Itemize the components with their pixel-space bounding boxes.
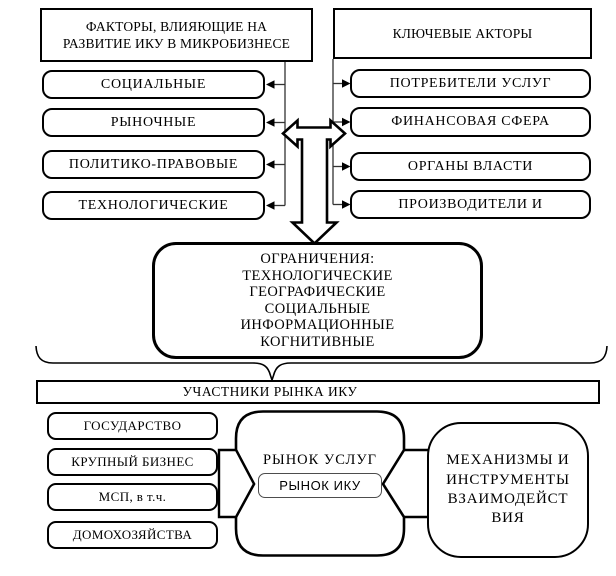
mechanisms-line-4: ВИЯ [491,510,525,527]
limitations-line-informational: ИНФОРМАЦИОННЫЕ [240,317,395,333]
factor-branch-lines [273,85,285,206]
mechanisms-line-3: ВЗАИМОДЕЙСТ [447,491,569,507]
mechanisms-line-2: ИНСТРУМЕНТЫ [446,471,570,488]
factor-arrowheads [266,80,275,209]
factor-item-social: СОЦИАЛЬНЫЕ [42,70,265,99]
limitations-line-cognitive: КОГНИТИВНЫЕ [260,333,375,350]
factors-title-line2: РАЗВИТИЕ ИКУ В МИКРОБИЗНЕСЕ [62,36,291,51]
limitations-line-geographical: ГЕОГРАФИЧЕСКИЕ [249,284,386,300]
participant-item-sme: МСП, в т.ч. [47,483,218,511]
actor-item-producers: ПРОИЗВОДИТЕЛИ И [350,190,591,219]
mechanisms-line-1: МЕХАНИЗМЫ И [446,452,570,469]
factors-title-line1: ФАКТОРЫ, ВЛИЯЮЩИЕ НА [85,19,268,34]
limitations-box [152,242,483,359]
participant-item-big-business: КРУПНЫЙ БИЗНЕС [47,448,218,476]
actor-item-consumers: ПОТРЕБИТЕЛИ УСЛУГ [350,69,591,98]
factor-item-political-legal: ПОЛИТИКО-ПРАВОВЫЕ [42,150,265,179]
participant-item-households: ДОМОХОЗЯЙСТВА [47,521,218,549]
factor-item-market: РЫНОЧНЫЕ [42,108,265,137]
factors-title-box [40,8,313,62]
services-market-label: РЫНОК УСЛУГ [262,451,377,468]
participant-item-state: ГОСУДАРСТВО [47,412,218,440]
factor-item-technological: ТЕХНОЛОГИЧЕСКИЕ [42,191,265,220]
limitations-line-technological: ТЕХНОЛОГИЧЕСКИЕ [242,267,393,284]
center-double-arrow [283,121,345,244]
participants-bar: УЧАСТНИКИ РЫНКА ИКУ [36,380,600,404]
actor-item-authorities: ОРГАНЫ ВЛАСТИ [350,152,591,181]
limitations-line-social: СОЦИАЛЬНЫЕ [264,300,371,317]
actor-item-financial: ФИНАНСОВАЯ СФЕРА [350,107,591,137]
actors-title-box: КЛЮЧЕВЫЕ АКТОРЫ [333,8,592,59]
limitations-line-title: ОГРАНИЧЕНИЯ: [260,251,375,267]
iku-market-box: РЫНОК ИКУ [258,473,382,498]
actor-arrowheads [342,79,351,208]
mechanisms-box [427,422,589,558]
